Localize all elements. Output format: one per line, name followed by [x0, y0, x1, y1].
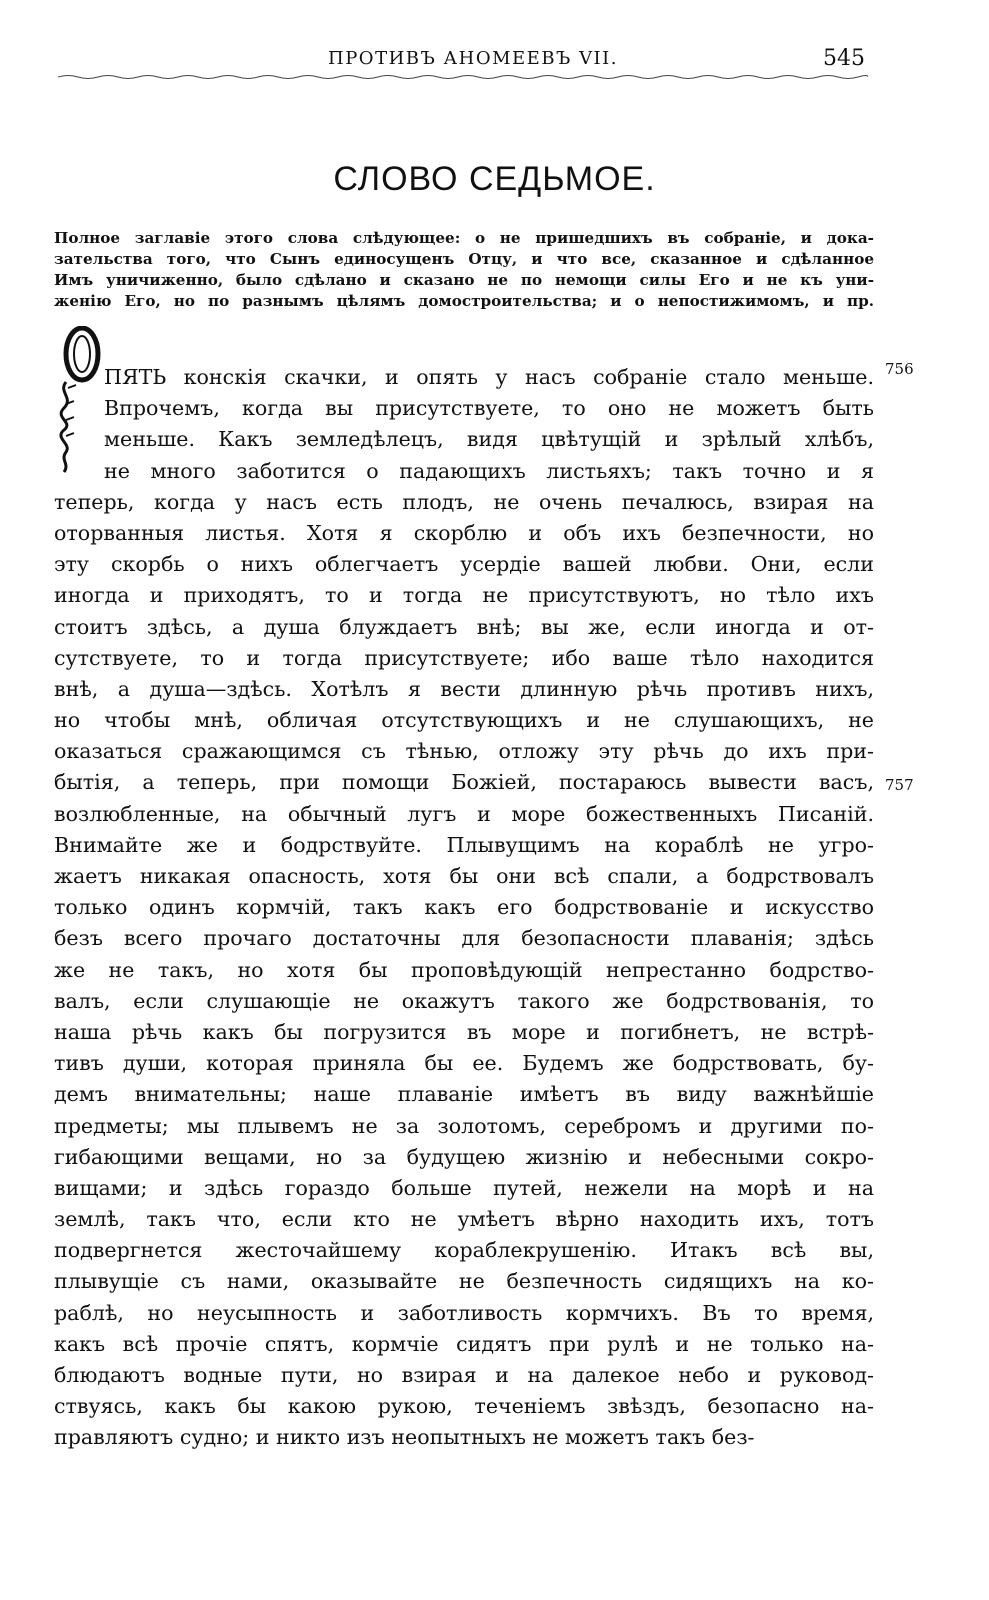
body-line: Впрочемъ, когда вы присутствуете, то оно не можетъ быть [104, 396, 874, 421]
body-line: оказаться сражающимся съ тѣнью, отложу эту рѣчь до ихъ при- [54, 739, 874, 764]
body-line: жаетъ никакая опасность, хотя бы они всѣ спали, а бодрствовалъ [54, 864, 874, 888]
body-line: только одинъ кормчій, такъ какъ его бодрствованіе и искусство [54, 895, 874, 920]
body-line: ствуясь, какъ бы какою рукою, теченіемъ звѣздъ, безопасно на- [54, 1394, 874, 1419]
body-line: бытія, а теперь, при помощи Божіей, постараюсь вывести васъ, [54, 770, 874, 795]
body-line: правляютъ судно; и никто изъ неопытныхъ не можетъ такъ без- [54, 1425, 755, 1450]
body-line: землѣ, такъ что, если кто не умѣетъ вѣрно находить ихъ, тотъ [54, 1207, 874, 1232]
body-line: эту скорбь о нихъ облегчаетъ усердіе вашей любви. Они, если [54, 552, 874, 577]
body-line: сутствуете, то и тогда присутствуете; ибо ваше тѣло находится [54, 645, 874, 670]
margin-reference-757: 757 [885, 776, 914, 794]
summary-line: женію Его, но по разнымъ цѣлямъ домостроительства; и о непостижимомъ, и пр. [54, 292, 874, 310]
body-line: демъ внимательны; наше плаваніе имѣетъ въ виду важнѣйшіе [54, 1082, 874, 1107]
body-line: предметы; мы плывемъ не за золотомъ, серебромъ и другими по- [54, 1113, 874, 1138]
body-line: но чтобы мнѣ, обличая отсутствующихъ и не слушающихъ, не [54, 708, 874, 733]
body-line: ПЯТЬ конскія скачки, и опять у насъ собраніе стало меньше. [104, 365, 874, 389]
body-line: же не такъ, но хотя бы проповѣдующій непрестанно бодрство- [54, 957, 874, 982]
body-line: гибающими вещами, но за будущею жизнію и небесными сокро- [54, 1144, 874, 1169]
body-line: безъ всего прочаго достаточны для безопасности плаванія; здѣсь [54, 926, 874, 951]
body-line: меньше. Какъ земледѣлецъ, видя цвѣтущій и зрѣлый хлѣбъ, [104, 427, 874, 452]
margin-reference-756: 756 [885, 360, 914, 378]
section-title: СЛОВО СЕДЬМОЕ. [333, 160, 656, 198]
body-text [54, 362, 874, 1454]
body-line: блюдаютъ водные пути, но взирая и на далекое небо и руковод- [54, 1363, 874, 1387]
body-line: тивъ души, которая приняла бы ее. Будемъ же бодрствовать, бу- [54, 1051, 874, 1076]
summary-line: Имъ уничиженно, было сдѣлано и сказано не по немощи силы Его и не къ уни- [54, 271, 874, 289]
page-number: 545 [823, 46, 865, 71]
summary-line: зательства того, что Сынъ единосущенъ Отцу, и что все, сказанное и сдѣланное [54, 250, 874, 268]
body-line: подвергнется жесточайшему кораблекрушенію. Итакъ всѣ вы, [54, 1238, 874, 1263]
body-line: Внимайте же и бодрствуйте. Плывущимъ на кораблѣ не угро- [54, 832, 874, 857]
chapter-summary [54, 228, 874, 312]
body-line: плывущіе съ нами, оказывайте не безпечность сидящихъ на ко- [54, 1269, 874, 1294]
body-line: возлюбленные, на обычный лугъ и море божественныхъ Писаній. [54, 801, 874, 826]
body-line: валъ, если слушающіе не окажутъ такого же бодрствованія, то [54, 988, 874, 1013]
header-rule [58, 74, 868, 80]
body-line: какъ всѣ прочіе спятъ, кормчіе сидятъ при рулѣ и не только на- [54, 1331, 874, 1356]
body-line: наша рѣчь какъ бы погрузится въ море и погибнетъ, не встрѣ- [54, 1019, 874, 1044]
body-line: оторванныя листья. Хотя я скорблю и объ ихъ безпечности, но [54, 520, 874, 545]
body-line: иногда и приходятъ, то и тогда не присутствуютъ, но тѣло ихъ [54, 583, 874, 608]
body-line: раблѣ, но неусыпность и заботливость кормчихъ. Въ то время, [54, 1300, 874, 1325]
body-line: не много заботится о падающихъ листьяхъ; такъ точно и я [104, 458, 874, 483]
body-line: вищами; и здѣсь гораздо больше путей, нежели на морѣ и на [54, 1175, 874, 1200]
body-line: стоитъ здѣсь, а душа блуждаетъ внѣ; вы же, если иногда и от- [54, 614, 874, 639]
running-title: ПРОТИВЪ АНОМЕЕВЪ VII. [328, 48, 619, 69]
summary-line: Полное заглавіе этого слова слѣдующее: о не пришедшихъ въ собраніе, и дока- [54, 229, 874, 247]
body-line: внѣ, а душа—здѣсь. Хотѣлъ я вести длинную рѣчь противъ нихъ, [54, 676, 874, 701]
body-line: теперь, когда у насъ есть плодъ, не очень печалюсь, взирая на [54, 489, 874, 514]
